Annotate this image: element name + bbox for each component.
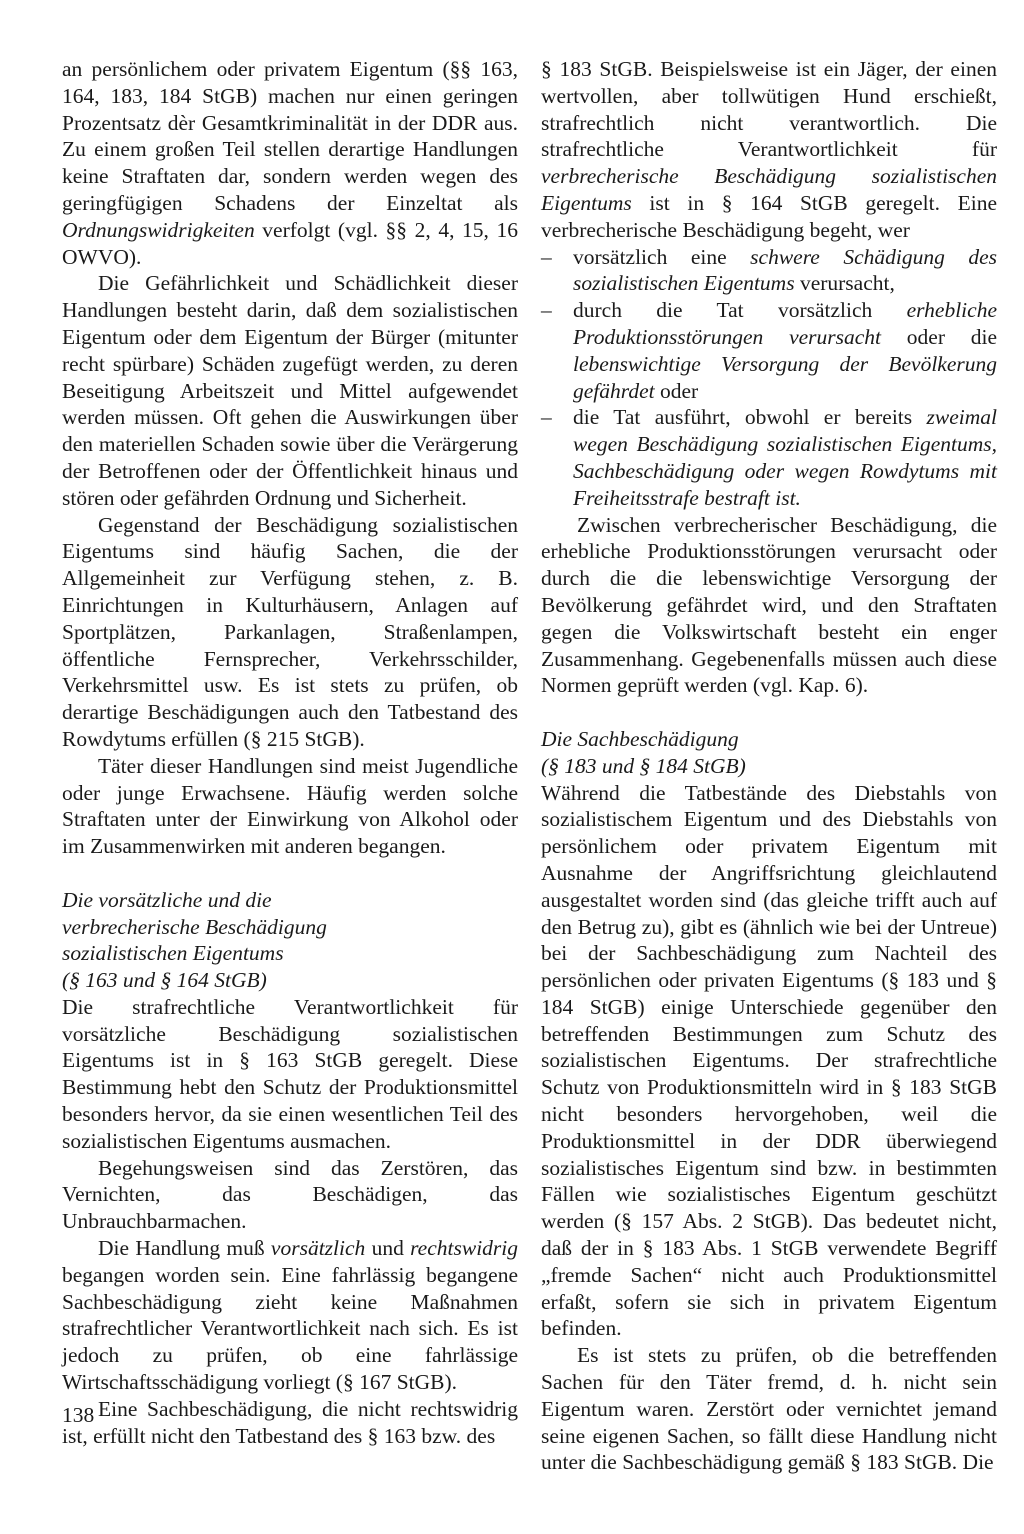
section-heading: Die vorsätzliche und die verbrecherische Beschädigung sozialistischen Eigentums (§ 163 und § 164 StGB) <box>62 887 327 993</box>
section-heading: Die Sachbeschädigung (§ 183 und § 184 StGB) <box>541 726 746 778</box>
paragraph: Zwischen verbrecherischer Beschädigung, die erhebliche Produktionsstörungen verursacht oder durch die die lebenswichtige Versorgung der Bevölkerung gefährdet wird, und den Straftaten gegen die Volkswirtschaft besteht ein enger Zusammenhang. Gegebenenfalls müssen auch diese Normen geprüft werden (vgl. Kap. 6). <box>541 512 997 698</box>
paragraph: Gegenstand der Beschädigung sozialistischen Eigentums sind häufig Sachen, die der Allgemeinheit zur Verfügung stehen, z. B. Einrichtungen in Kulturhäusern, Anlagen auf Sportplätzen, Parkanlagen, Straßenlampen, öffentliche Fernsprecher, Verkehrsschilder, Verkehrsmittel usw. Es ist stets zu prüfen, ob derartige Beschädigungen auch den Tatbestand des Rowdytums erfüllen (§ 215 StGB). <box>62 512 518 751</box>
dash-bullet: – <box>541 244 552 269</box>
dash-bullet: – <box>541 405 552 430</box>
paragraph: Die Handlung muß vorsätzlich und rechtswidrig begangen worden sein. Eine fahrlässig begangene Sachbeschädigung zieht keine Maßnahmen strafrechtlicher Verantwortlichkeit nach sich. Es ist jedoch zu prüfen, ob eine fahrlässige Wirtschaftsschädigung vorliegt (§ 167 StGB). <box>62 1236 519 1395</box>
paragraph: an persönlichem oder privatem Eigentum (§§ 163, 164, 183, 184 StGB) machen nur einen geringen Prozentsatz dèr Gesamtkriminalität in der DDR aus. Zu einem großen Teil stellen derartige Handlungen keine Straftaten dar, sondern werden wegen des geringfügigen Schadens der Einzeltat als Ordnungswidrigkeiten verfolgt (vgl. §§ 2, 4, 15, 16 OWVO). <box>62 57 518 269</box>
paragraph: Eine Sachbeschädigung, die nicht rechtswidrig ist, erfüllt nicht den Tatbestand des § 163 bzw. des <box>62 1396 518 1448</box>
list-item: – die Tat ausführt, obwohl er bereits zweimal wegen Beschädigung sozialistischen Eigentums, Sachbeschädigung oder wegen Rowdytums mit Freiheitsstrafe bestraft ist. <box>541 405 997 510</box>
paragraph: Während die Tatbestände des Diebstahls von sozialistischem Eigentum und des Diebstahls von persönlichem oder privatem Eigentum mit Ausnahme der Angriffsrichtung gleichlautend ausgestaltet worden sind (das gleiche trifft auch auf den Betrug zu), gibt es (ähnlich wie bei der Untreue) bei der Sachbeschädigung zum Nachteil des persönlichen oder privaten Eigentums (§ 183 und § 184 StGB) einige Unterschiede gegenüber den betreffenden Bestimmungen zum Schutz des sozialistischen Eigentums. Der strafrechtliche Schutz von Produktionsmitteln wird in § 183 StGB nicht besonders hervorgehoben, weil die Produktionsmittel in der DDR überwiegend sozialistisches Eigentum sind bzw. in bestimmten Fällen wie sozialistisches Eigentum geschützt werden (§ 157 Abs. 2 StGB). Das bedeutet nicht, daß der in § 183 Abs. 1 StGB verwendete Begriff „fremde Sachen“ nicht auch Produktionsmittel erfaßt, sofern sie sich in privatem Eigentum befinden. <box>541 780 997 1341</box>
list-item: – vorsätzlich eine schwere Schädigung des sozialistischen Eigentums verursacht, <box>541 244 997 296</box>
paragraph: Die Gefährlichkeit und Schädlichkeit dieser Handlungen besteht darin, daß dem sozialistischen Eigentum oder dem Eigentum der Bürger (mitunter recht spürbare) Schäden zugefügt werden, zu deren Beseitigung Arbeitszeit und Mittel aufgewendet werden müssen. Oft gehen die Auswirkungen über den materiellen Schaden sowie über die Verärgerung der Betroffenen oder der Öffentlichkeit hinaus und stören oder gefährden Ordnung und Sicherheit. <box>62 271 518 510</box>
paragraph: Täter dieser Handlungen sind meist Jugendliche oder junge Erwachsene. Häufig werden solche Straftaten unter der Einwirkung von Alkohol oder im Zusammenwirken mit anderen begangen. <box>62 753 518 859</box>
page-number: 138 <box>62 1403 95 1427</box>
paragraph: § 183 StGB. Beispielsweise ist ein Jäger, der einen wertvollen, aber tollwütigen Hund erschießt, strafrechtlich nicht verantwortlich. Die strafrechtliche Verantwortlichkeit für verbrecherische Beschädigung sozialistischen Eigentums ist in § 164 StGB geregelt. Eine verbrecherische Beschädigung begeht, wer <box>541 57 997 242</box>
right-column <box>541 56 997 1476</box>
paragraph: Begehungsweisen sind das Zerstören, das Vernichten, das Beschädigen, das Unbrauchbarmachen. <box>62 1155 518 1234</box>
paragraph: Es ist stets zu prüfen, ob die betreffenden Sachen für den Täter fremd, d. h. nicht sein Eigentum waren. Zerstört oder vernichtet jemand seine eigenen Sachen, so fällt diese Handlung nicht unter die Sachbeschädigung gemäß § 183 StGB. Die <box>541 1343 997 1475</box>
list-item: – durch die Tat vorsätzlich erhebliche Produktionsstörungen verursacht oder die lebenswichtige Versorgung der Bevölkerung gefährdet oder <box>541 298 998 403</box>
left-column <box>62 56 518 1449</box>
dash-bullet: – <box>541 298 552 323</box>
paragraph: Die strafrechtliche Verantwortlichkeit für vorsätzliche Beschädigung sozialistischen Eigentums ist in § 163 StGB geregelt. Diese Bestimmung hebt den Schutz der Produktionsmittel besonders hervor, da sie einen wesentlichen Teil des sozialistischen Eigentums ausmachen. <box>62 994 518 1153</box>
